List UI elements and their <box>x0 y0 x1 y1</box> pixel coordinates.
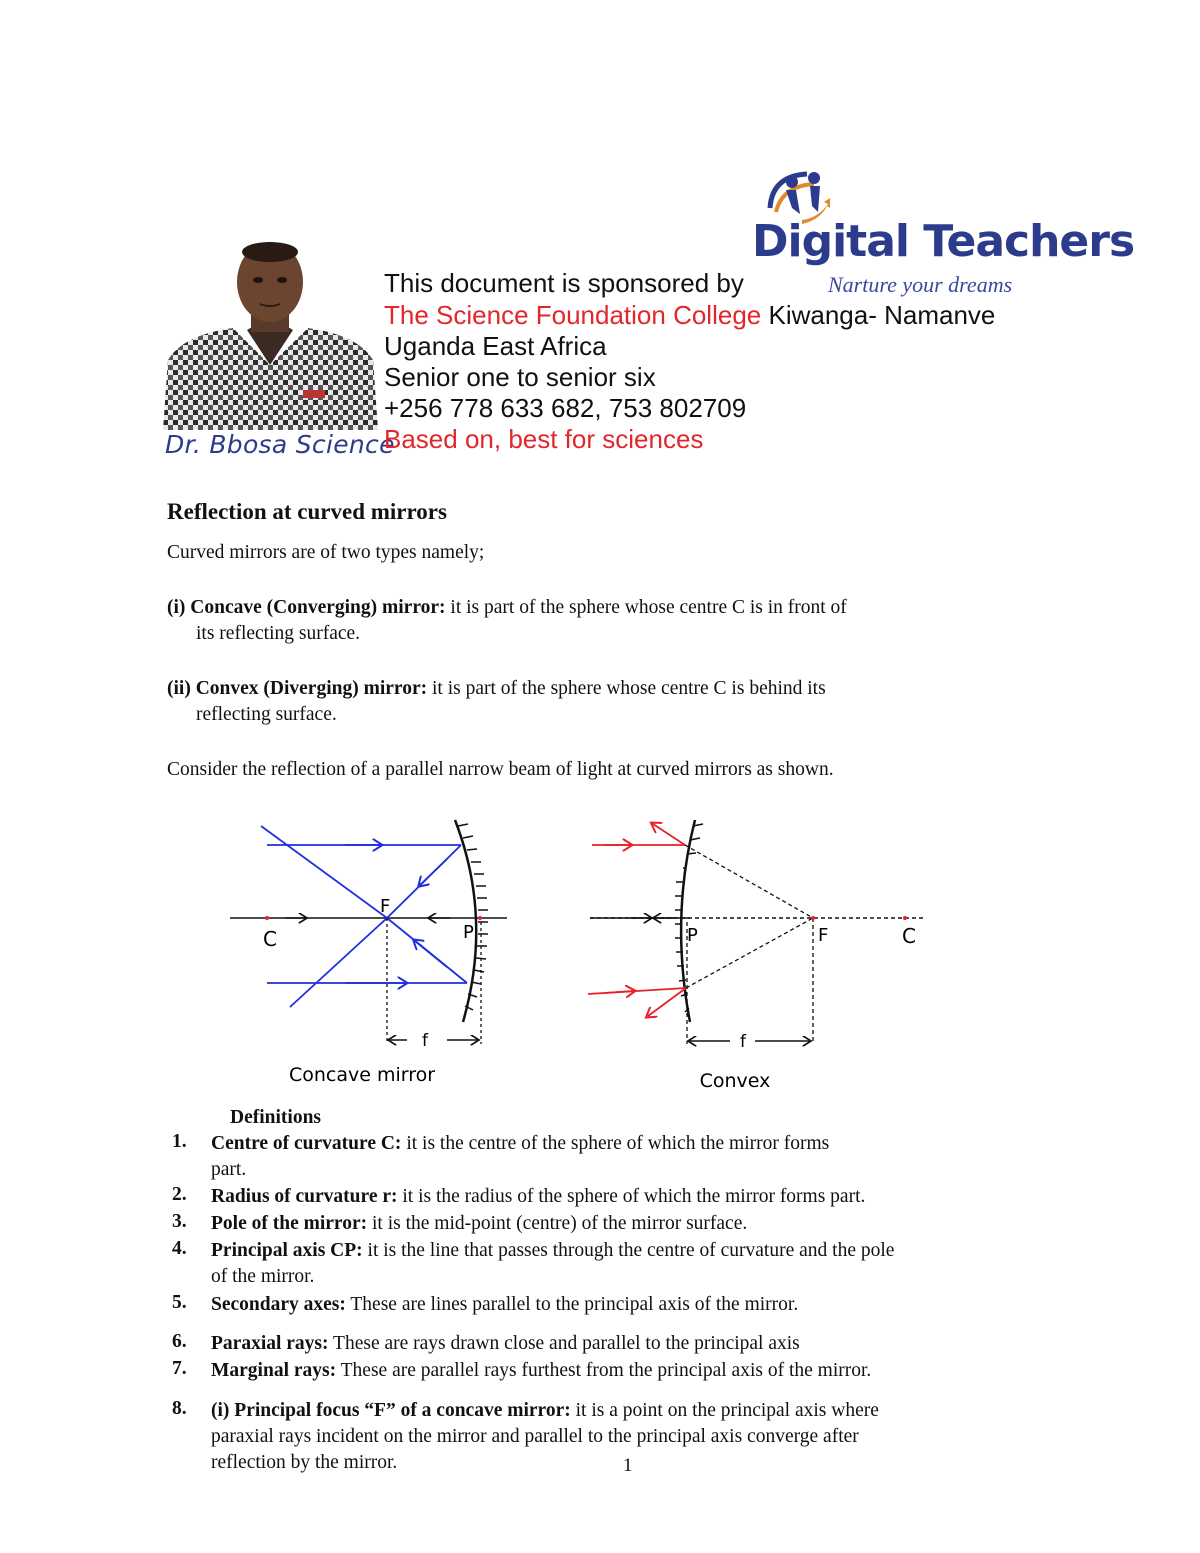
sponsor-country: Uganda East Africa <box>384 331 607 361</box>
item-desc: These are parallel rays furthest from the principal axis of the mirror. <box>336 1360 872 1381</box>
item-number: 8. <box>172 1398 187 1419</box>
item-term: Radius of curvature r: <box>211 1186 398 1207</box>
type-text: it is part of the sphere whose centre C is behind its <box>427 678 826 699</box>
sponsor-motto: Based on, best for sciences <box>384 424 704 454</box>
mirrors-diagram <box>225 812 945 1100</box>
logo-name: Digital Teachers <box>752 216 1135 267</box>
item-text <box>211 1358 871 1384</box>
page-title: Reflection at curved mirrors <box>167 499 447 524</box>
label-p: P <box>687 925 698 946</box>
item-desc-cont: of the mirror. <box>211 1266 315 1287</box>
item-desc-cont: reflection by the mirror. <box>211 1452 398 1473</box>
item-text <box>211 1292 798 1318</box>
consider-text: Consider the reflection of a parallel narrow beam of light at curved mirrors as shown. <box>167 759 834 780</box>
type-text-cont: reflecting surface. <box>196 704 337 725</box>
type-label: (ii) Convex (Diverging) mirror: <box>167 678 428 699</box>
label-f: F <box>818 925 829 946</box>
label-f-length: f <box>422 1031 428 1051</box>
item-number: 4. <box>172 1238 187 1259</box>
item-term: Principal axis CP: <box>211 1240 363 1261</box>
item-text <box>211 1238 894 1264</box>
item-text <box>211 1184 865 1210</box>
item-text <box>211 1211 747 1237</box>
concave-caption: Concave mirror <box>288 1064 436 1086</box>
item-desc: it is the centre of the sphere of which the mirror forms <box>401 1133 830 1154</box>
item-desc: These are rays drawn close and parallel to the principal axis <box>328 1333 800 1354</box>
item-term: Centre of curvature C: <box>211 1133 402 1154</box>
item-desc: it is the radius of the sphere of which the mirror forms part. <box>397 1186 866 1207</box>
item-term: Pole of the mirror: <box>211 1213 368 1234</box>
item-text <box>211 1398 879 1424</box>
item-desc: it is the line that passes through the centre of curvature and the pole <box>362 1240 895 1261</box>
item-number: 1. <box>172 1131 187 1152</box>
item-desc-cont: part. <box>211 1159 247 1180</box>
label-f-length: f <box>740 1032 746 1052</box>
item-number: 3. <box>172 1211 187 1232</box>
item-desc: it is the mid-point (centre) of the mirror surface. <box>367 1213 748 1234</box>
page-number: 1 <box>623 1455 633 1476</box>
label-f: F <box>380 896 391 917</box>
item-desc-cont: paraxial rays incident on the mirror and parallel to the principal axis converge after <box>211 1426 859 1447</box>
type-label: (i) Concave (Converging) mirror: <box>167 597 446 618</box>
item-text <box>211 1131 829 1157</box>
concave-mirror-diagram <box>230 820 507 1051</box>
definitions-heading: Definitions <box>230 1107 322 1128</box>
label-c: C <box>263 927 277 951</box>
type-concave <box>167 595 847 621</box>
sponsor-phone: +256 778 633 682, 753 802709 <box>384 393 747 423</box>
convex-mirror-diagram <box>588 820 925 1052</box>
type-convex <box>167 676 826 702</box>
item-number: 2. <box>172 1184 187 1205</box>
item-desc: it is a point on the principal axis where <box>570 1400 879 1421</box>
item-number: 5. <box>172 1292 187 1313</box>
convex-caption: Convex <box>699 1070 771 1092</box>
college-location: Kiwanga- Namanve <box>761 300 996 330</box>
item-term: Secondary axes: <box>211 1294 346 1315</box>
type-text: it is part of the sphere whose centre C is in front of <box>445 597 847 618</box>
intro-text: Curved mirrors are of two types namely; <box>167 542 485 563</box>
item-desc: These are lines parallel to the principal axis of the mirror. <box>345 1294 799 1315</box>
sponsor-line: This document is sponsored by <box>384 268 744 298</box>
sponsor-levels: Senior one to senior six <box>384 362 656 392</box>
type-text-cont: its reflecting surface. <box>196 623 361 644</box>
item-term: Paraxial rays: <box>211 1333 329 1354</box>
author-portrait <box>163 240 378 430</box>
item-term: Marginal rays: <box>211 1360 337 1381</box>
item-number: 6. <box>172 1331 187 1352</box>
college-name: The Science Foundation College <box>384 300 762 330</box>
logo-tagline: Narture your dreams <box>828 272 1013 297</box>
item-number: 7. <box>172 1358 187 1379</box>
label-c: C <box>902 924 916 948</box>
label-p: P <box>463 922 474 943</box>
item-term: (i) Principal focus “F” of a concave mirror: <box>211 1400 571 1421</box>
signature: Dr. Bbosa Science <box>165 430 395 459</box>
item-text <box>211 1331 800 1357</box>
sponsor-college <box>384 300 995 330</box>
